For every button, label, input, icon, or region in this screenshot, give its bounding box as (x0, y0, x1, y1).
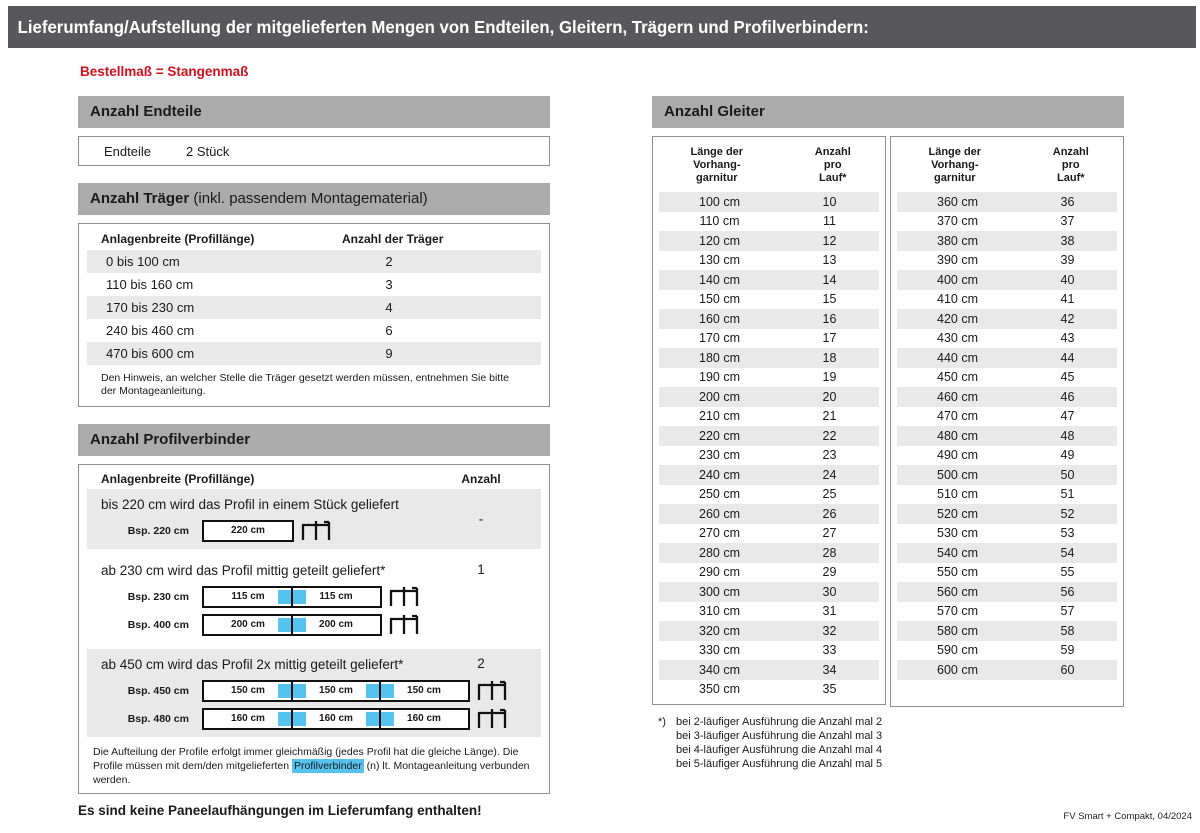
cell: 15 (822, 292, 837, 307)
cell: 19 (822, 370, 837, 385)
profile-bar (202, 520, 294, 542)
profile-bar (202, 708, 470, 730)
connector-count: 1 (477, 562, 485, 577)
cell: 390 cm (937, 253, 978, 268)
gleiter-row (659, 485, 879, 505)
profilverbinder-col2-header: Anzahl (461, 472, 501, 486)
gleiter-row (897, 641, 1117, 661)
profile-segment-length: 160 cm (407, 713, 441, 724)
cell: 11 (823, 214, 836, 229)
gleiter-row (659, 543, 879, 563)
cell: 25 (822, 487, 837, 502)
gleiter-table-1 (652, 136, 886, 705)
cell: 16 (822, 311, 837, 326)
gleiter-tables (652, 136, 1124, 707)
block-description: ab 450 cm wird das Profil 2x mittig geteilt geliefert* (101, 657, 404, 672)
gleiter-row (897, 426, 1117, 446)
cell: 0 bis 100 cm (106, 254, 180, 269)
cell: 35 (822, 682, 837, 697)
gleiter-row (659, 582, 879, 602)
cell: 550 cm (937, 565, 978, 580)
gleiter-row (897, 270, 1117, 290)
endteile-label: Endteile (104, 143, 151, 159)
connector-count: 2 (477, 656, 485, 671)
cell: 49 (1060, 448, 1075, 463)
gleiter-row (659, 446, 879, 466)
profile-bar (202, 680, 470, 702)
profilverbinder-block (87, 555, 541, 643)
cell: 38 (1060, 233, 1075, 248)
gleiter-row (659, 563, 879, 583)
cell: 180 cm (699, 350, 740, 365)
gleiter-row (659, 465, 879, 485)
gleiter-row (659, 309, 879, 329)
profilverbinder-block (87, 649, 541, 737)
section-header-gleiter-label: Anzahl Gleiter (664, 103, 765, 120)
gleiter-row (897, 251, 1117, 271)
cell: 3 (385, 277, 393, 292)
cell: 110 bis 160 cm (106, 277, 194, 292)
gleiter-row (659, 641, 879, 661)
cell: 430 cm (937, 331, 978, 346)
page-title: Lieferumfang/Aufstellung der mitgelieferten Mengen von Endteilen, Gleitern, Trägern und Profilverbindern: (17, 17, 869, 37)
cell: 580 cm (937, 623, 978, 638)
profile-example-row (123, 614, 541, 636)
cell: 330 cm (699, 643, 740, 658)
cell: 300 cm (699, 584, 740, 599)
profile-end-icon (389, 586, 419, 608)
cell: 490 cm (937, 448, 978, 463)
cell: 55 (1060, 565, 1075, 580)
cell: 39 (1060, 253, 1075, 268)
cell: 50 (1060, 467, 1075, 482)
cell: 360 cm (937, 194, 978, 209)
profile-segment-length: 115 cm (231, 591, 265, 602)
gleiter-row (659, 270, 879, 290)
gleiter-row (897, 348, 1117, 368)
cell: 260 cm (699, 506, 740, 521)
gleiter-col2-header: Anzahl pro Lauf* (1052, 146, 1089, 184)
cell: 460 cm (937, 389, 978, 404)
endteile-value: 2 Stück (186, 143, 230, 159)
cell: 18 (822, 350, 837, 365)
gleiter-row (659, 660, 879, 680)
cell: 240 cm (699, 467, 740, 482)
gleiter-row (897, 660, 1117, 680)
gleiter-row (897, 602, 1117, 622)
gleiter-row (897, 368, 1117, 388)
traeger-row (87, 342, 541, 365)
profilverbinder-table-header (79, 465, 549, 489)
cell: 23 (822, 448, 837, 463)
cell: 26 (822, 506, 837, 521)
gleiter-row (659, 680, 879, 700)
cell: 110 cm (699, 214, 740, 229)
gleiter-row (659, 329, 879, 349)
gleiter-row (659, 602, 879, 622)
cell: 320 cm (699, 623, 740, 638)
gleiter-row (897, 504, 1117, 524)
cell: 160 cm (699, 311, 740, 326)
profile-end-icon (477, 708, 507, 730)
gleiter-row (659, 621, 879, 641)
cell: 41 (1060, 292, 1075, 307)
traeger-row (87, 296, 541, 319)
cell: 9 (385, 346, 393, 361)
cell: 52 (1060, 506, 1075, 521)
cell: 340 cm (699, 662, 740, 677)
profile-end-icon (301, 520, 331, 542)
gleiter-row (659, 290, 879, 310)
cell: 400 cm (937, 272, 978, 287)
cell: 130 cm (699, 253, 740, 268)
cell: 290 cm (699, 565, 740, 580)
cell: 57 (1060, 604, 1075, 619)
cell: 250 cm (699, 487, 740, 502)
profile-segment-length: 150 cm (231, 685, 265, 696)
cell: 10 (822, 194, 837, 209)
cell: 240 bis 460 cm (106, 323, 195, 338)
gleiter-table-2-header (891, 137, 1123, 192)
traeger-table (78, 223, 550, 407)
endteile-box (78, 136, 550, 166)
gleiter-row (897, 231, 1117, 251)
gleiter-row (659, 212, 879, 232)
example-label: Bsp. 400 cm (127, 619, 189, 631)
cell: 500 cm (937, 467, 978, 482)
gleiter-footnotes (658, 715, 1124, 771)
block-description: ab 230 cm wird das Profil mittig geteilt geliefert* (101, 563, 386, 578)
page-title-bar (8, 6, 1196, 48)
section-header-endteile-label: Anzahl Endteile (90, 103, 202, 120)
traeger-rows (79, 250, 549, 365)
cell: 17 (822, 331, 837, 346)
cell: 47 (1060, 409, 1075, 424)
cell: 170 bis 230 cm (106, 300, 195, 315)
cell: 150 cm (699, 292, 740, 307)
cell: 600 cm (937, 662, 978, 677)
gleiter-rows-1 (653, 192, 885, 699)
profilverbinder-note-pre: Die Aufteilung der Profile erfolgt immer gleichmäßig (jedes Profil hat die gleiche Länge). Die Profile müssen mit dem/den mitgelieferten (93, 746, 519, 772)
profile-segment-length: 150 cm (319, 685, 353, 696)
profile-example-row (123, 680, 541, 702)
profilverbinder-table (78, 464, 550, 794)
cell: 540 cm (937, 545, 978, 560)
cell: 100 cm (699, 194, 740, 209)
gleiter-col2-header: Anzahl pro Lauf* (814, 146, 851, 184)
gleiter-row (659, 387, 879, 407)
cell: 40 (1060, 272, 1075, 287)
cell: 470 bis 600 cm (106, 346, 195, 361)
cell: 28 (822, 545, 837, 560)
profilverbinder-note (87, 745, 539, 787)
cell: 14 (822, 272, 837, 287)
gleiter-row (897, 465, 1117, 485)
traeger-table-header (79, 224, 549, 250)
cell: 140 cm (699, 272, 740, 287)
gleiter-row (659, 368, 879, 388)
profile-bar (202, 586, 382, 608)
cell: 410 cm (937, 292, 978, 307)
cell: 470 cm (937, 409, 978, 424)
gleiter-row (897, 446, 1117, 466)
cell: 530 cm (937, 526, 978, 541)
connector-count: - (478, 511, 484, 527)
gleiter-row (897, 407, 1117, 427)
profilverbinder-col1-header: Anlagenbreite (Profillänge) (101, 472, 255, 486)
cell: 24 (822, 467, 837, 482)
gleiter-row (897, 563, 1117, 583)
gleiter-row (897, 212, 1117, 232)
cell: 21 (822, 409, 837, 424)
cell: 230 cm (699, 448, 740, 463)
profile-end-icon (389, 614, 419, 636)
cell: 53 (1060, 526, 1075, 541)
profilverbinder-block (87, 489, 541, 549)
footnote-marker: *) (658, 715, 666, 728)
gleiter-col1-header: Länge der Vorhang- garnitur (928, 146, 982, 184)
example-label: Bsp. 220 cm (127, 525, 189, 537)
gleiter-row (659, 407, 879, 427)
profile-segment-length: 160 cm (319, 713, 353, 724)
profile-end-icon (477, 680, 507, 702)
gleiter-row (897, 543, 1117, 563)
cell: 370 cm (937, 214, 978, 229)
cell: 480 cm (937, 428, 978, 443)
gleiter-row (659, 348, 879, 368)
profilverbinder-note-post: (n) lt. Montageanleitung verbunden werden. (93, 760, 530, 786)
cell: 42 (1060, 311, 1075, 326)
cell: 280 cm (699, 545, 740, 560)
gleiter-row (897, 329, 1117, 349)
gleiter-row (897, 309, 1117, 329)
cell: 440 cm (937, 350, 978, 365)
cell: 420 cm (937, 311, 978, 326)
gleiter-row (659, 524, 879, 544)
profilverbinder-note-highlight: Profilverbinder (294, 760, 362, 772)
cell: 170 cm (699, 331, 740, 346)
cell: 31 (822, 604, 837, 619)
section-header-endteile (78, 96, 550, 128)
cell: 12 (822, 233, 837, 248)
gleiter-table-2 (890, 136, 1124, 707)
cell: 32 (822, 623, 837, 638)
cell: 34 (822, 662, 837, 677)
gleiter-row (659, 426, 879, 446)
cell: 58 (1060, 623, 1075, 638)
gleiter-row (897, 290, 1117, 310)
section-header-profilverbinder-label: Anzahl Profilverbinder (90, 431, 251, 448)
cell: 220 cm (699, 428, 740, 443)
order-size-note: Bestellmaß = Stangenmaß (80, 64, 249, 79)
profile-segment-length: 150 cm (407, 685, 441, 696)
profile-example-row (123, 586, 541, 608)
cell: 54 (1060, 545, 1075, 560)
traeger-row (87, 273, 541, 296)
cell: 29 (822, 565, 837, 580)
cell: 450 cm (937, 370, 978, 385)
traeger-row (87, 250, 541, 273)
example-label: Bsp. 480 cm (127, 713, 189, 725)
traeger-note: Den Hinweis, an welcher Stelle die Träger gesetzt werden müssen, entnehmen Sie bitte der Montageanleitung. (101, 372, 509, 397)
cell: 37 (1060, 214, 1075, 229)
cell: 48 (1060, 428, 1075, 443)
gleiter-row (659, 192, 879, 212)
cell: 33 (822, 643, 837, 658)
cell: 59 (1060, 643, 1075, 658)
profile-segment-length: 115 cm (319, 591, 353, 602)
profile-bar (202, 614, 382, 636)
gleiter-row (897, 387, 1117, 407)
cell: 520 cm (937, 506, 978, 521)
gleiter-row (897, 524, 1117, 544)
cell: 30 (822, 584, 837, 599)
cell: 380 cm (937, 233, 978, 248)
cell: 22 (822, 428, 837, 443)
gleiter-row (659, 504, 879, 524)
gleiter-col1-header: Länge der Vorhang- garnitur (690, 146, 744, 184)
gleiter-row (897, 192, 1117, 212)
cell: 36 (1060, 194, 1075, 209)
cell: 570 cm (937, 604, 978, 619)
cell: 210 cm (699, 409, 740, 424)
cell: 2 (385, 254, 393, 269)
cell: 6 (385, 323, 393, 338)
cell: 350 cm (699, 682, 740, 697)
cell: 60 (1060, 662, 1075, 677)
cell: 510 cm (937, 487, 978, 502)
cell: 310 cm (699, 604, 740, 619)
cell: 190 cm (699, 370, 740, 385)
example-label: Bsp. 450 cm (127, 685, 189, 697)
cell: 44 (1060, 350, 1075, 365)
gleiter-row (897, 582, 1117, 602)
section-header-traeger-label: Anzahl Träger (90, 190, 190, 207)
cell: 13 (822, 253, 837, 268)
cell: 590 cm (937, 643, 978, 658)
traeger-col2-header: Anzahl der Träger (342, 232, 444, 246)
cell: 43 (1060, 331, 1075, 346)
profile-example-row (123, 708, 541, 730)
profile-segment-length: 200 cm (319, 619, 353, 630)
section-header-traeger (78, 183, 550, 215)
section-header-gleiter (652, 96, 1124, 128)
gleiter-table-1-header (653, 137, 885, 192)
gleiter-row (897, 485, 1117, 505)
cell: 45 (1060, 370, 1075, 385)
cell: 4 (385, 300, 393, 315)
left-column (78, 96, 550, 818)
block-description: bis 220 cm wird das Profil in einem Stück geliefert (101, 497, 399, 512)
traeger-col1-header: Anlagenbreite (Profillänge) (101, 232, 255, 246)
profile-segment-length: 220 cm (231, 525, 265, 536)
document-version: FV Smart + Compakt, 04/2024 (1063, 811, 1192, 822)
profile-segment-length: 200 cm (231, 619, 265, 630)
cell: 560 cm (937, 584, 978, 599)
gleiter-row (659, 251, 879, 271)
gleiter-row (897, 621, 1117, 641)
profilverbinder-blocks (79, 489, 549, 737)
right-column (652, 96, 1124, 771)
section-header-profilverbinder (78, 424, 550, 456)
section-header-traeger-suffix: (inkl. passendem Montagematerial) (189, 190, 428, 207)
cell: 200 cm (699, 389, 740, 404)
no-panel-hangers-note: Es sind keine Paneelaufhängungen im Lieferumfang enthalten! (78, 803, 482, 818)
cell: 51 (1060, 487, 1075, 502)
footnote-lines: bei 2-läufiger Ausführung die Anzahl mal 2 bei 3-läufiger Ausführung die Anzahl mal 3 bei 4-läufiger Ausführung die Anzahl mal 4 bei 5-läufiger Ausführung die Anzahl mal 5 (676, 715, 883, 770)
cell: 270 cm (699, 526, 740, 541)
cell: 56 (1060, 584, 1075, 599)
profile-segment-length: 160 cm (231, 713, 265, 724)
cell: 27 (822, 526, 837, 541)
gleiter-row (659, 231, 879, 251)
example-label: Bsp. 230 cm (127, 591, 189, 603)
cell: 120 cm (699, 233, 740, 248)
traeger-row (87, 319, 541, 342)
cell: 46 (1060, 389, 1075, 404)
cell: 20 (822, 389, 837, 404)
gleiter-rows-2 (891, 192, 1123, 680)
